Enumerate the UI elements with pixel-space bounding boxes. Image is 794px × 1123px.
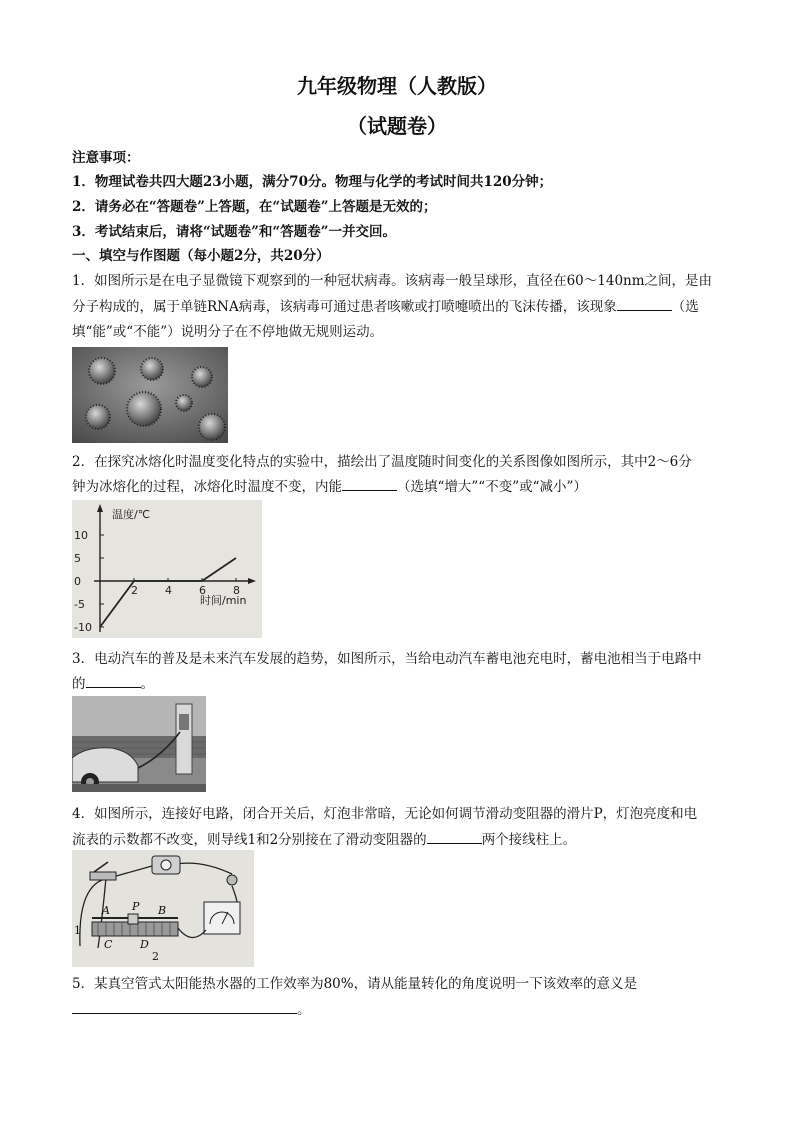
x-tick-label: 2: [131, 584, 138, 597]
notice-item-3: 3．考试结束后，请将“试题卷”和“答题卷”一并交回。: [72, 224, 396, 240]
question-4-line-2: [72, 829, 722, 851]
ammeter-icon: [204, 902, 240, 934]
question-5-line-1: 5．某真空管式太阳能热水器的工作效率为80%，请从能量转化的角度说明一下该效率的意义是: [72, 976, 638, 992]
notice-item-2: 2．请务必在“答题卷”上答题，在“试题卷”上答题是无效的；: [72, 199, 437, 215]
y-tick-label: 0: [74, 575, 81, 588]
slider-p-label: P: [132, 900, 140, 913]
switch-icon: [90, 872, 116, 880]
question-2-text-a: 钟为冰熔化的过程，冰熔化时温度不变，内能: [72, 479, 342, 495]
y-tick-label: 5: [74, 552, 81, 565]
x-tick-label: 4: [165, 584, 172, 597]
electric-car-image: [72, 696, 206, 792]
y-tick-label: -5: [74, 598, 85, 611]
question-5-text-end: 。: [297, 1002, 311, 1018]
question-1-text-a: 分子构成的，属于单链RNA病毒，该病毒可通过患者咳嗽或打喷嚏喷出的飞沫传播，该现象: [72, 299, 617, 315]
answer-blank-2[interactable]: [342, 476, 397, 491]
question-1-line-2: [72, 296, 722, 318]
wire-2-label: 2: [152, 950, 159, 963]
circuit-diagram: [72, 850, 254, 967]
x-axis-arrow-icon: [248, 578, 256, 584]
virus-image: [72, 347, 228, 443]
terminal-a-label: A: [102, 904, 110, 917]
page-title: 九年级物理（人教版）: [297, 74, 497, 98]
question-2-text-b: （选填“增大”“不变”或“减小”）: [397, 479, 587, 495]
answer-blank-4[interactable]: [427, 829, 482, 844]
question-2-line-1: 2．在探究冰熔化时温度变化特点的实验中，描绘出了温度随时间变化的关系图像如图所示，其中2～6分: [72, 454, 692, 470]
y-axis-arrow-icon: [97, 504, 103, 512]
y-tick-label: -10: [74, 621, 92, 634]
x-tick-label: 6: [199, 584, 206, 597]
question-1-line-1: 1．如图所示是在电子显微镜下观察到的一种冠状病毒。该病毒一般呈球形，直径在60～140nm之间，是由: [72, 273, 713, 289]
question-3-text-a: 的: [72, 676, 86, 692]
x-tick-label: 8: [233, 584, 240, 597]
answer-blank-3[interactable]: [86, 673, 141, 688]
temperature-chart-svg: [72, 500, 262, 638]
question-4-line-1: 4．如图所示，连接好电路，闭合开关后，灯泡非常暗，无论如何调节滑动变阻器的滑片P，灯泡亮度和电: [72, 806, 698, 822]
question-3-line-2: [72, 673, 722, 695]
terminal-d-label: D: [140, 938, 149, 951]
x-axis-label: 时间/min: [200, 594, 247, 607]
wire-1-label: 1: [74, 924, 81, 937]
question-4-text-b: 两个接线柱上。: [481, 832, 577, 848]
question-1-line-3: 填“能”或“不能”）说明分子在不停地做无规则运动。: [72, 324, 384, 340]
notice-item-1: 1．物理试卷共四大题23小题，满分70分。物理与化学的考试时间共120分钟；: [72, 174, 553, 190]
question-3-line-1: 3．电动汽车的普及是未来汽车发展的趋势，如图所示，当给电动汽车蓄电池充电时，蓄电池相当于电路中: [72, 651, 702, 667]
terminal-c-label: C: [104, 938, 113, 951]
y-axis-label: 温度/℃: [112, 508, 151, 521]
question-2-line-2: [72, 476, 722, 498]
terminal-b-label: B: [158, 904, 167, 917]
y-tick-label: 10: [74, 529, 88, 542]
question-5-line-2: [72, 999, 722, 1021]
temperature-chart: [72, 500, 262, 638]
section-heading: 一、填空与作图题（每小题2分，共20分）: [72, 248, 330, 264]
question-1-text-b: （选: [671, 299, 699, 315]
question-4-text-a: 流表的示数都不改变，则导线1和2分别接在了滑动变阻器的: [72, 832, 427, 848]
answer-blank-1[interactable]: [617, 296, 672, 311]
answer-blank-5[interactable]: [72, 999, 297, 1014]
question-3-text-b: 。: [140, 676, 154, 692]
page-subtitle: （试题卷）: [347, 114, 447, 138]
notice-heading: 注意事项：: [72, 150, 140, 166]
